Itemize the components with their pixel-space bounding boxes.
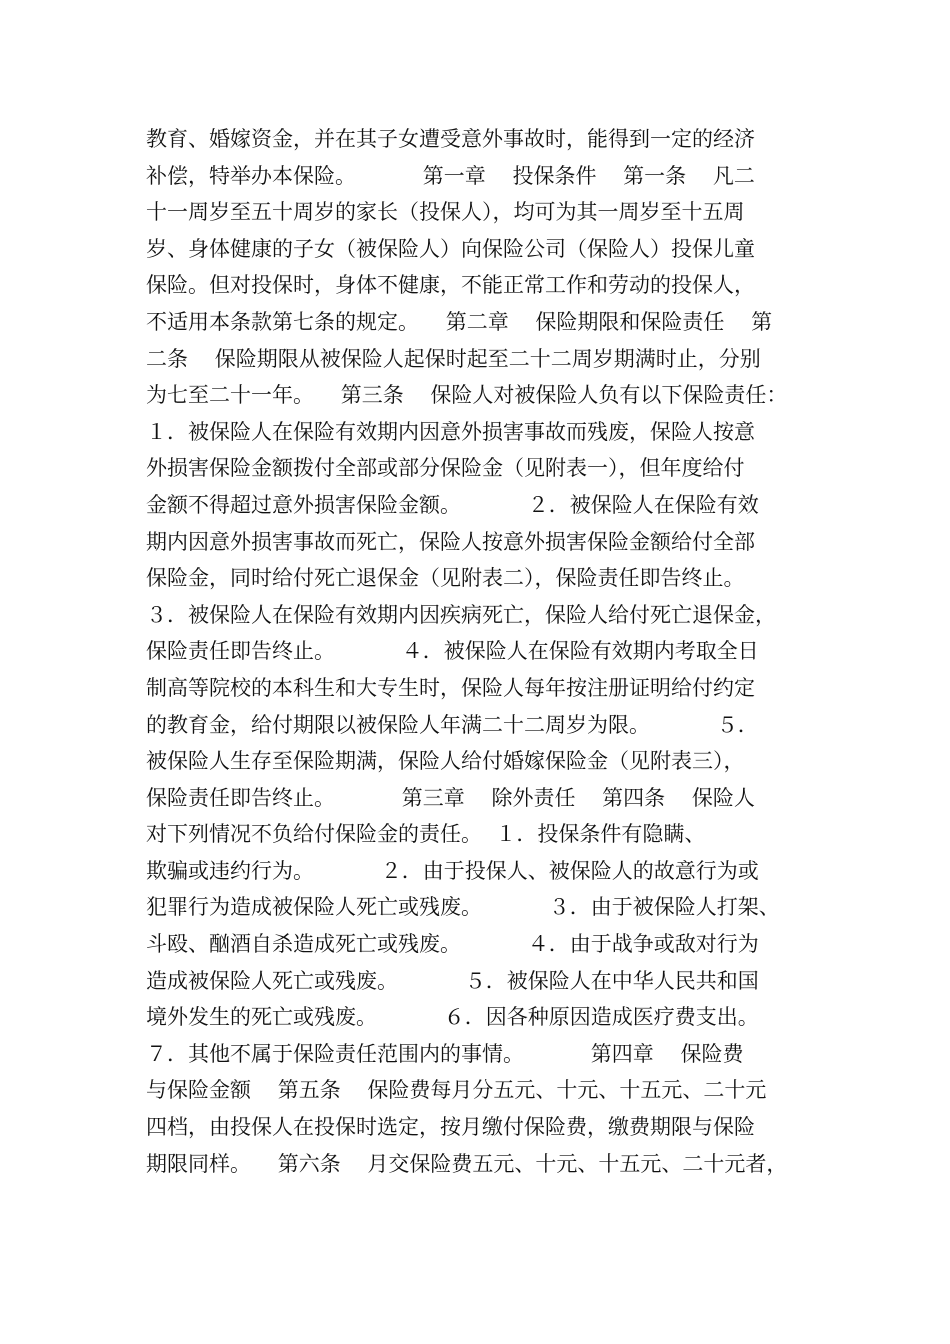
text-line: 保险责任即告终止。 ４．被保险人在保险有效期内考取全日 — [146, 639, 759, 664]
text-line: 岁、身体健康的子女（被保险人）向保险公司（保险人）投保儿童 — [146, 236, 755, 261]
text-line: 犯罪行为造成被保险人死亡或残废。 ３．由于被保险人打架、 — [146, 895, 780, 920]
text-line: 金额不得超过意外损害保险金额。 ２．被保险人在保险有效 — [146, 492, 759, 517]
text-line: 不适用本条款第七条的规定。 第二章 保险期限和保险责任 第 — [146, 309, 773, 334]
text-line: 教育、婚嫁资金，并在其子女遭受意外事故时，能得到一定的经济 — [146, 127, 755, 151]
text-line: 二条 保险期限从被保险人起保时起至二十二周岁期满时止，分别 — [146, 346, 761, 371]
text-line: 对下列情况不负给付保险金的责任。 １．投保条件有隐瞒、 — [146, 822, 706, 847]
text-line: ７．其他不属于保险责任范围内的事情。 第四章 保险费 — [146, 1041, 744, 1066]
text-line: 期内因意外损害事故而死亡，保险人按意外损害保险金额给付全部 — [146, 529, 755, 554]
text-line: 与保险金额 第五条 保险费每月分五元、十元、十五元、二十元 — [146, 1078, 767, 1103]
text-line: 斗殴、酗酒自杀造成死亡或残废。 ４．由于战争或敌对行为 — [146, 932, 759, 957]
text-line: 的教育金，给付期限以被保险人年满二十二周岁为限。 ５． — [146, 712, 759, 737]
text-line: 保险责任即告终止。 第三章 除外责任 第四条 保险人 — [146, 785, 755, 810]
text-line: 为七至二十一年。 第三条 保险人对被保险人负有以下保险责任： — [146, 383, 788, 408]
text-line: 造成被保险人死亡或残废。 ５．被保险人在中华人民共和国 — [146, 968, 759, 993]
document-body — [146, 121, 826, 1182]
text-line: 制高等院校的本科生和大专生时，保险人每年按注册证明给付约定 — [146, 675, 755, 700]
text-line: 补偿，特举办本保险。 第一章 投保条件 第一条 凡二 — [146, 163, 755, 188]
text-line: 被保险人生存至保险期满，保险人给付婚嫁保险金（见附表三）， — [146, 749, 745, 774]
text-line: 欺骗或违约行为。 ２．由于投保人、被保险人的故意行为或 — [146, 858, 759, 883]
text-line: 期限同样。 第六条 月交保险费五元、十元、十五元、二十元者， — [146, 1151, 788, 1176]
text-line: 十一周岁至五十周岁的家长（投保人），均可为其一周岁至十五周 — [146, 200, 745, 225]
text-line: 四档，由投保人在投保时选定，按月缴付保险费，缴费期限与保险 — [146, 1115, 755, 1140]
text-line: １．被保险人在保险有效期内因意外损害事故而残废，保险人按意 — [146, 419, 755, 444]
text-line: 保险金，同时给付死亡退保金（见附表二），保险责任即告终止。 — [146, 566, 745, 591]
text-line: ３．被保险人在保险有效期内因疾病死亡，保险人给付死亡退保金， — [146, 602, 776, 627]
text-line: 保险。但对投保时，身体不健康，不能正常工作和劳动的投保人， — [146, 273, 755, 298]
text-line: 境外发生的死亡或残废。 ６．因各种原因造成医疗费支出。 — [146, 1005, 759, 1030]
text-line: 外损害保险金额拨付全部或部分保险金（见附表一），但年度给付 — [146, 456, 745, 481]
